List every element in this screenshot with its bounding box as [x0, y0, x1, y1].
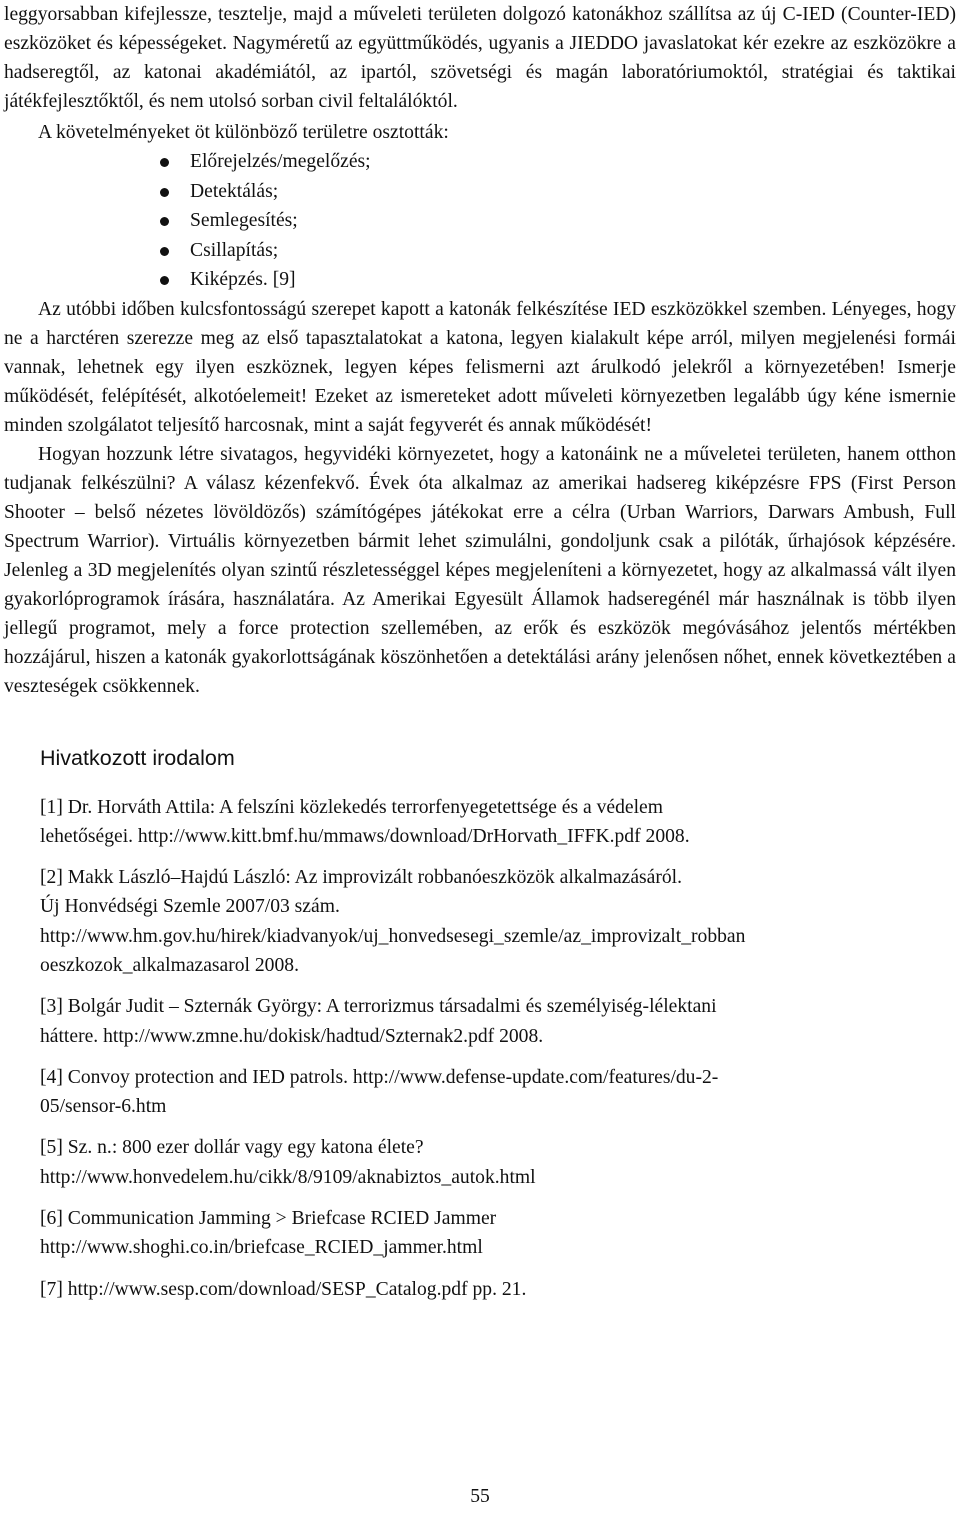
reference-item [40, 1204, 956, 1263]
list-item-text: Kiképzés. [9] [190, 269, 296, 290]
reference-line: [5] Sz. n.: 800 ezer dollár vagy egy katona élete? [40, 1137, 424, 1159]
reference-line: http://www.shoghi.co.in/briefcase_RCIED_jammer.html [40, 1237, 483, 1259]
list-intro: A követelményeket öt különböző területre osztották: [38, 122, 449, 143]
reference-item [40, 1063, 956, 1122]
reference-line: http://www.hm.gov.hu/hirek/kiadvanyok/uj_honvedsesegi_szemle/az_improvizalt_robban [40, 925, 746, 947]
list-item [156, 206, 956, 236]
reference-line: [1] Dr. Horváth Attila: A felszíni közlekedés terrorfenyegetettsége és a védelem [40, 796, 663, 818]
reference-line: oeszkozok_alkalmazasarol 2008. [40, 954, 299, 976]
reference-item [40, 793, 956, 852]
reference-item [40, 1133, 956, 1192]
list-item-text: Detektálás; [190, 180, 279, 202]
list-item-text: Csillapítás; [190, 239, 279, 261]
list-item [156, 236, 956, 266]
reference-line: lehetőségei. http://www.kitt.bmf.hu/mmaws/download/DrHorvath_IFFK.pdf 2008. [40, 825, 690, 847]
reference-line: 05/sensor-6.htm [40, 1096, 167, 1118]
bullet-icon [160, 276, 169, 285]
reference-item [40, 992, 956, 1051]
list-item [156, 265, 956, 295]
list-item-text: Előrejelzés/megelőzés; [190, 151, 371, 172]
bullet-icon [160, 158, 169, 167]
references-list [4, 793, 956, 1304]
reference-line: [3] Bolgár Judit – Szternák György: A terrorizmus társadalmi és személyiség-lélektani [40, 996, 717, 1018]
reference-line: [4] Convoy protection and IED patrols. http://www.defense-update.com/features/du-2- [40, 1066, 719, 1088]
reference-line: Új Honvédségi Szemle 2007/03 szám. [40, 896, 340, 918]
reference-line: [2] Makk László–Hajdú László: Az improvizált robbanóeszközök alkalmazásáról. [40, 867, 683, 889]
list-item-text: Semlegesítés; [190, 210, 298, 231]
body-paragraph-2: Az utóbbi időben kulcsfontosságú szerepet kapott a katonák felkészítése IED eszközökkel szemben. Lényeges, hogy ne a harctéren szerezze meg az első tapasztalatokat a katona, legyen kialakult képe arról, milyen megjelenési formái vannak, lehetnek egy ilyen eszköznek, legyen képes felismerni azt árulkodó jelekről a környezetében! Ismerje működését, felépítését, alkotóelemeit! Ezeket az ismereteket adott műveleti környezetben legalább úgy kéne ismernie minden szolgálatot teljesítő harcosnak, mint a saját fegyverét és annak működését! [4, 298, 956, 436]
list-item [156, 177, 956, 207]
reference-line: háttere. http://www.zmne.hu/dokisk/hadtud/Szternak2.pdf 2008. [40, 1025, 544, 1047]
body-paragraph-3: Hogyan hozzunk létre sivatagos, hegyvidéki környezetet, hogy a katonáink ne a műveletei területen, hanem otthon tudjanak felkészülni? A válasz kézenfekvő. Évek óta alkalmaz az amerikai hadsereg kiképzésre FPS (First Person Shooter – belső nézetes lövöldözős) számítógépes játékokat erre a célra (Urban Warriors, Darwars Ambush, Full Spectrum Warrior). Virtuális környezetben bármit lehet szimulálni, gondoljunk csak a pilóták, űrhajósok képzésére. Jelenleg a 3D megjelenítés olyan szintű részletességgel képes megjeleníteni a környezetet, hogy az alkalmassá vált ilyen gyakorlóprogramok írására, használatára. Az Amerikai Egyesült Államok hadseregénél már használnak is több ilyen jellegű programot, mely a force protection szellemében, az erők és eszközök megóvásához jelentős mértékben hozzájárul, hiszen a katonák gyakorlottságának köszönhetően a detektálási arány jelenősen nőhet, ennek következtében a veszteségek csökkennek. [4, 443, 956, 697]
reference-line: [6] Communication Jamming > Briefcase RCIED Jammer [40, 1208, 497, 1230]
bullet-icon [160, 247, 169, 256]
reference-item [40, 863, 956, 980]
reference-line: http://www.honvedelem.hu/cikk/8/9109/aknabiztos_autok.html [40, 1166, 536, 1188]
body-paragraph-1: leggyorsabban kifejlessze, tesztelje, majd a műveleti területen dolgozó katonákhoz szállítsa az új C-IED (Counter-IED) eszközöket és képességeket. Nagyméretű az együttműködés, ugyanis a JIEDDO javaslatokat kér ezekre az eszközökre a hadseregtől, az katonai akadémiától, az ipartól, szövetségi és magán laboratóriumoktól, stratégiai és taktikai játékfejlesztőktől, és nem utolsó sorban civil feltalálóktól. [4, 4, 956, 112]
bullet-icon [160, 217, 169, 226]
list-item [156, 147, 956, 177]
references-heading: Hivatkozott irodalom [40, 745, 235, 770]
reference-item [40, 1275, 956, 1304]
page-number: 55 [470, 1486, 490, 1507]
requirements-list [4, 147, 956, 295]
bullet-icon [160, 188, 169, 197]
reference-line: [7] http://www.sesp.com/download/SESP_Catalog.pdf pp. 21. [40, 1278, 527, 1300]
